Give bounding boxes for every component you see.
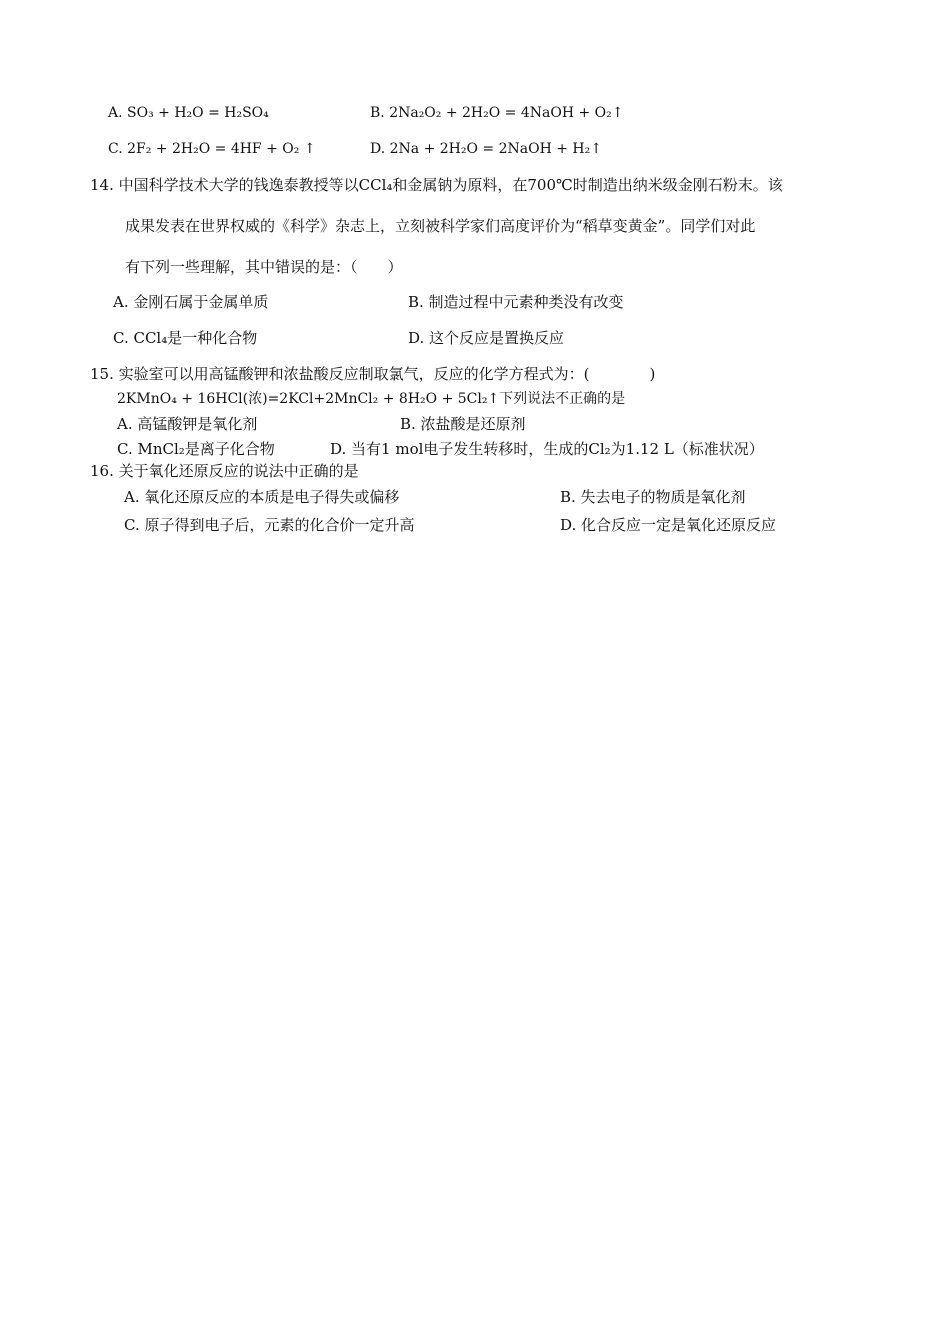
q16-stem: 16. 关于氧化还原反应的说法中正确的是 xyxy=(90,462,359,480)
q14-stem-line3: 有下列一些理解，其中错误的是：（ ） xyxy=(125,258,403,276)
q15-option-b: B. 浓盐酸是还原剂 xyxy=(400,415,526,433)
q15-stem-line1: 15. 实验室可以用高锰酸钾和浓盐酸反应制取氯气，反应的化学方程式为：( ) xyxy=(90,365,656,383)
q13-option-a: A. SO₃ + H₂O = H₂SO₄ xyxy=(108,105,269,121)
q16-option-a: A. 氧化还原反应的本质是电子得失或偏移 xyxy=(124,488,400,506)
q14-option-c: C. CCl₄是一种化合物 xyxy=(113,329,258,347)
q15-option-d: D. 当有1 mol电子发生转移时，生成的Cl₂为1.12 L（标准状况） xyxy=(330,440,764,458)
q14-stem-line1: 14. 中国科学技术大学的钱逸泰教授等以CCl₄和金属钠为原料，在700℃时制造出纳米级金刚石粉末。该 xyxy=(90,176,783,194)
q15-option-c: C. MnCl₂是离子化合物 xyxy=(117,440,275,458)
q15-option-a: A. 高锰酸钾是氧化剂 xyxy=(117,415,258,433)
q16-option-b: B. 失去电子的物质是氧化剂 xyxy=(560,488,746,506)
q14-option-b: B. 制造过程中元素种类没有改变 xyxy=(408,293,624,311)
q13-option-c: C. 2F₂ + 2H₂O = 4HF + O₂ ↑ xyxy=(108,141,316,157)
q16-option-c: C. 原子得到电子后，元素的化合价一定升高 xyxy=(124,516,415,534)
q13-option-d: D. 2Na + 2H₂O = 2NaOH + H₂↑ xyxy=(370,141,602,157)
q14-option-a: A. 金刚石属于金属单质 xyxy=(113,293,269,311)
q15-equation: 2KMnO₄ + 16HCl(浓)=2KCl+2MnCl₂ + 8H₂O + 5Cl₂↑下列说法不正确的是 xyxy=(117,391,626,407)
q14-stem-line2: 成果发表在世界权威的《科学》杂志上，立刻被科学家们高度评价为“稻草变黄金”。同学们对此 xyxy=(125,217,756,235)
q13-option-b: B. 2Na₂O₂ + 2H₂O = 4NaOH + O₂↑ xyxy=(370,105,624,121)
q14-option-d: D. 这个反应是置换反应 xyxy=(408,329,565,347)
q16-option-d: D. 化合反应一定是氧化还原反应 xyxy=(560,516,777,534)
